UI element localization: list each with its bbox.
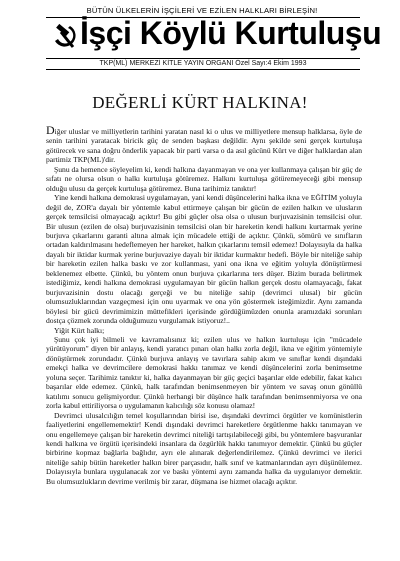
- dropcap-letter: D: [46, 126, 55, 137]
- masthead-title: İşçi Köylü Kurtuluşu: [80, 15, 382, 51]
- article-paragraph: Devrimci ulusalcılığın temel koşullarından birisi ise, dışındaki devrimci örgütler ve komünistlerin faaliyetlerini engellememektir! Kendi dışındaki devrimci hareketlere örgütlenme hakkı tanımayan ve onu engellemeye çalışan bir hareketin devrimci niteliği tartışılabileceği gibi, bu yöntemlere başvuranlar kendi halkına ve örgütü içerisindeki insanlara da özgürlük hakkı tanımıyor demektir. Çünkü bu güçler birbirine kopmaz bağlarla bağlıdır, ayrı ele alınarak değerlendirilemez. Çünkü devrimci ve ilerici niteliğe sahip bütün hareketler halkın birer parçasıdır, halk sınıf ve katmanlarından ayrı düşünülemez. Dolayısıyla bunlara uygulanacak zor ve baskı yöntemi aynı zamanda halka da uygulanıyor demektir. Bu olumsuzlukların devrime verilmiş bir zarar, düşmana ise hizmet olacağı açıktır.: [46, 410, 362, 486]
- paragraph-text: iğer uluslar ve milliyetlerin tarihini yaratan nasıl ki o ulus ve milliyetlere mensup halklarsa, öyle de senin tarihini yaratacak biricik güç de senden başkası değildir. Aynı şekilde seni gerçek kurtuluşa götürecek ve sana doğru önderlik yapacak bir parti varsa o da asıl gücünü Kürt ve diğer halklardan alan partimiz TKP(ML)'dir.: [46, 127, 362, 165]
- masthead-slogan: BÜTÜN ÜLKELERİN İŞÇİLERİ VE EZİLEN HALKLARI BİRLEŞİN!: [86, 6, 318, 15]
- article-headline: DEĞERLİ KÜRT HALKINA!: [92, 93, 308, 112]
- article-paragraph: [46, 126, 362, 165]
- article-paragraph: Yine kendi halkına demokrasi uygulamayan, yani kendi düşüncelerini halka ikna ve EĞİTİM yoluyla değil de, ZOR'a dayalı bir yöntemle kabul ettirmeye çalışan bir gücün de ezilen halkın ve ulusların gerçek temsilcisi olmayacağı açıktır! Bu gibi güçler olsa olsa o ulusun burjuvazisinin temsilcisi olur. Bir ulusun (ezilen de olsa) burjuvazisinin temsilcisi olan bir hareketin kendi halkını kurtarmak yerine burjuva çıkarlarını garanti altına almak için mücadele ettiği de açıktır. Çünkü, sömürü ve sınıfların ortadan kaldırılmasını hedeflemeyen her hareket, halkın çıkarlarını temsil edemez! Dolayısıyla da halka dayalı bir iktidar kurmak yerine burjuvaziye dayalı bir iktidar kurmaktır hedefi. Böyle bir niteliğe sahip bir hareketin ezilen halka baskı ve zor kullanması, yani ona ikna ve eğitim yoluyla dönüştürmesi beklenemez elbette. Çünkü, bu yöntem onun burjuva çıkarlarına ters düşer. Bizim burada belirtmek istediğimiz, kendi halkına demokrasi uygulamayan bir gücün halkın gerçek dostu olamayacağı, fakat burjuvazisinin dostu olacağı gerçeği ve bu niteliğe sahip (devrimci ulusal) bir gücün olumsuzluklarından vazgeçmesi için onu uyarmak ve ona yön göstermek isteğimizdir. Aynı zamanda böylesi bir gücü devrimimizin müttefikleri içerisinde gördüğümüzden onunla aramızdaki sorunları dostça çözmek zorunda olduğumuzu vurgulamak istiyoruz!..: [46, 193, 362, 326]
- article-paragraph: Şunu çok iyi bilmeli ve kavramalısınız ki; ezilen ulus ve halkın kurtuluşu için "mücadele yürütüyorum" diyen bir anlayış, kendi yaratıcı pınarı olan halkı zorla değil, ikna ve eğitim yöntemiyle dönüştürmek zorundadır. Çünkü burjuva anlayış ve tavırlara sahip akım ve sınıflar kendi dışındaki emekçi halka ve devrimcilere demokrasi hakkı tanımaz ve kendi düşüncelerini zorla benimsetme yoluna seçer. Tarihimiz tanıktır ki, halka dayanmayan bir güç geçici başarılar elde edebilir, fakat kalıcı başarılar elde edemez. Çünkü, halk tarafından benimsenmeyen bir yöntem ve savaş onun gönüllü katılımı sonucu gelişmiyordur. Çünkü herhangi bir düşünce halk tarafından benimsenmiyorsa ve ona zorla kabul ettiriliyorsa o uygulamanın kalıcılığı söz konusu olamaz!: [46, 334, 362, 411]
- hammer-and-sickle-icon: [50, 22, 80, 50]
- masthead-subtitle: TKP(ML) MERKEZİ KİTLE YAYIN ORGANI Özel Sayı:4 Ekim 1993: [46, 58, 360, 70]
- article-paragraph: Yiğit Kürt halkı;: [54, 325, 105, 335]
- article-paragraph: Şunu da hemence söyleyelim ki, kendi halkına dayanmayan ve ona yer kullanmaya çalışan bir güç de sıfatı ne olursa olsun o halkı kurtuluşa götüremez. Halkını kurtuluşa götüremeyeceği gibi mensup olduğu ulusu da gerçek kurtuluşa götüremez. Buna tarihimiz tanıktır!: [46, 164, 362, 193]
- article-body: [46, 126, 362, 556]
